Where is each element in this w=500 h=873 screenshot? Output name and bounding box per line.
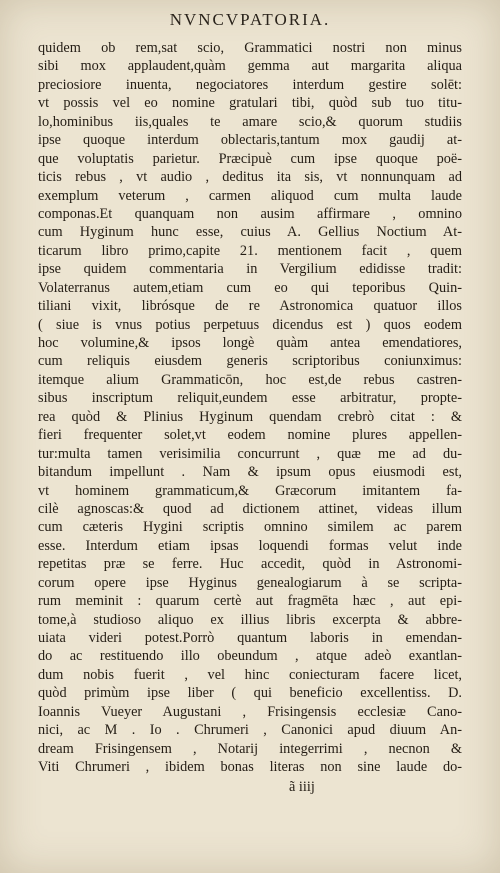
text-line: Volaterranus autem,etiam cum eo qui teporibus Quin- [38,279,462,296]
text-line: quidem ob rem,sat scio, Grammatici nostri non minus [38,40,462,56]
text-line: uiata videri potest.Porrò quantum laboris in emendan- [38,630,462,646]
text-line: preciosiore inuenta, negociatores interdum gestire solēt: [38,76,462,93]
text-line: vt possis vel eo nomine gratulari tibi, quòd sub tuo titu- [38,95,462,112]
text-line: fieri frequenter solet,vt eodem nomine plures appellen- [38,427,462,444]
signature-mark: ã iiij [289,779,315,795]
text-line: rum meminit : quarum certè aut fragmēta hæc , aut epi- [38,593,462,610]
text-line: ( siue is vnus potius perpetuus dicendus est ) quos eodem [38,316,462,333]
text-line: quòd primùm ipse liber ( qui beneficio excellentiss. D. [38,685,462,702]
text-line: esse. Interdum etiam ipsas loquendi formas velut inde [38,537,462,554]
text-line: corum opere ipse Hyginus genealogiarum à se scripta- [38,574,462,591]
text-line: vt hominem grammaticum,& Græcorum imitantem fa- [38,482,462,499]
text-line: sibi mox applaudent,quàm gemma aut margarita aliqua [38,58,462,75]
text-line: cilè agnoscas:& quod ad dictionem attinet, videas illum [38,500,462,517]
text-line: Viti Chrumeri , ibidem bonas literas non sine laude do- [38,759,462,776]
text-line: do ac restituendo illo obeundum , atque adeò exantlan- [38,648,462,665]
text-line: componas.Et quanquam non ausim affirmare , omnino [38,205,462,222]
text-line: lo,hominibus iis,quales te amare scio,& quorum studiis [38,113,462,130]
text-line: ipse quoque interdum oblectaris,tantum mox gaudij at- [38,132,462,149]
text-line: bitandum impellunt . Nam & ipsum opus eiusmodi est, [38,464,462,481]
text-line: dream Frisingensem , Notarij integerrimi , necnon & [38,740,462,757]
text-line: tur:multa tamen verisimilia concurrunt , quæ me ad du- [38,445,462,462]
running-head: NVNCVPATORIA. [169,10,331,29]
text-line: itemque alium Grammaticōn, hoc est,de rebus castren- [38,371,462,388]
text-line: ticarum libro primo,capite 21. mentionem facit , quem [38,242,462,259]
text-line: hoc volumine,& ipsos longè quàm antea emendatiores, [38,335,462,351]
text-line: Ioannis Vueyer Augustani , Frisingensis ecclesiæ Cano- [38,703,462,720]
text-line: exemplum veterum , carmen aliquod cum multa laude [38,187,462,204]
text-line: cum Hyginum hunc esse, cuius A. Gellius Noctium At- [38,224,462,241]
text-line: sibus inscriptum reliquit,eundem esse arbitratur, propte- [38,390,462,407]
text-line: ipse quidem commentaria in Vergilium edidisse tradit: [38,261,462,278]
text-line: repetitas præ se ferre. Huc accedit, quòd in Astronomi- [38,556,462,573]
text-line: cum reliquis eiusdem generis scriptoribus coniunximus: [38,353,462,370]
text-line: nici, ac M . Io . Chrumeri , Canonici apud diuum An- [38,722,462,739]
text-line: tome,à studioso aliquo ex illius libris excerpta & abbre- [38,611,462,628]
text-line: rea quòd & Plinius Hyginum quendam crebrò citat : & [38,408,462,425]
text-line: tiliani vixit, librósque de re Astronomica quatuor illos [38,298,462,315]
text-line: dum nobis fuerit , vel hinc coniecturam facere licet, [38,666,462,683]
text-line: que voluptatis parietur. Præcipuè cum ipse quoque poë- [38,150,462,167]
body-text [38,39,462,777]
text-line: ticis rebus , vt audio , deditus ita sis, vt nonnunquam ad [38,169,462,186]
text-line: cum cæteris Hygini scriptis omnino similem ac parem [38,519,462,536]
